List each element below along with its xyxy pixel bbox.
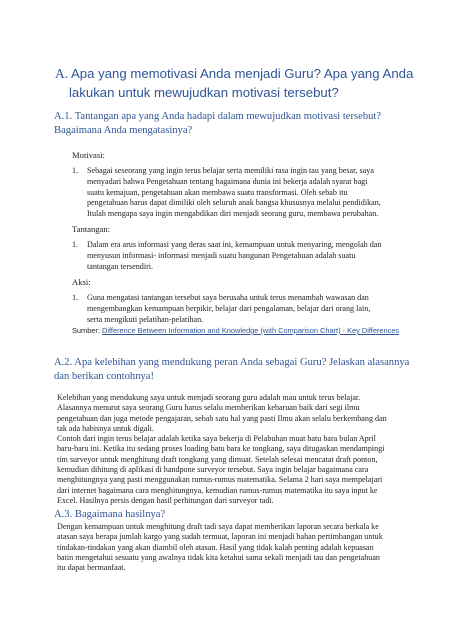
- motivasi-line: Sebagai seseorang yang ingin terus belajar serta memiliki rasa ingin tau yang besar, saya: [87, 166, 374, 175]
- section-a-title-line1: Apa yang memotivasi Anda menjadi Guru? Apa yang Anda: [70, 66, 414, 81]
- answer-a2-line: menghitungnya yang pasti menggunakan rumus-rumus matematika. Selama 2 hari saya mempelajari: [57, 475, 383, 485]
- answer-a2-line: kemudian dihitung di aplikasi di handpone surveyor tersebut. Saya ingin belajar bagaimana cara: [57, 465, 369, 475]
- tantangan-line: tantangan tersendiri.: [87, 261, 154, 271]
- motivasi-line: menyadari bahwa Pengetahuan tentang bagaimana dunia ini bekerja adalah syarat bagi: [87, 176, 368, 186]
- answer-a3-line: batin mengetahui sesuatu yang awalnya tidak kita ketahui sama sekali menjadi tau dan pengetahuan: [57, 552, 380, 562]
- tantangan-line: menyusun informasi- informasi menjadi suatu bangunan Pengetahuan adalah suatu: [87, 250, 356, 260]
- motivasi-item: [72, 166, 404, 220]
- question-a3-heading: A.3. Bagaimana hasilnya?: [54, 509, 166, 520]
- question-a1-heading: [54, 110, 381, 138]
- source-link[interactable]: Difference Between Information and Knowledge (with Comparison Chart) - Key Differences: [102, 326, 400, 335]
- tantangan-item-number: 1.: [72, 240, 79, 249]
- motivasi-line: suatu kemajuan, pengetahuan akan membawa suatu transformasi. Oleh sebab itu: [87, 187, 348, 197]
- motivasi-line: Itulah mengapa saya ingin mengabdikan diri menjadi seorang guru, membawa perubahan.: [87, 209, 379, 219]
- answer-a3-paragraph: [57, 522, 415, 573]
- section-a-heading: [55, 64, 425, 102]
- aksi-line: serta mengikuti pelatihan-pelatihan.: [87, 314, 204, 324]
- answer-a3-line: tindakan-tindakan yang akan diambil oleh atasan. Hasil yang tidak kalah penting adalah kepuasan: [57, 542, 374, 552]
- aksi-line: mengembangkan kemampuan berpikir, belajar dari pengalaman, belajar dari orang lain,: [87, 303, 371, 313]
- section-a-title-line2: lakukan untuk mewujudkan motivasi tersebut?: [69, 85, 339, 100]
- answer-a2-line: Contoh dari ingin terus belajar adalah ketika saya bekerja di Pelabuhan muat batu bara bulan April: [57, 434, 376, 444]
- tantangan-line: Dalam era arus informasi yang deras saat ini, kemampuan untuk menyaring, mengolah dan: [87, 240, 382, 249]
- answer-a2-line: Kelebihan yang mendukung saya untuk menjadi seorang guru adalah mau untuk terus belajar.: [57, 393, 361, 402]
- question-a2-heading: [54, 356, 409, 384]
- answer-a2-line: pengetahuan dan juga metode pengajaran, sebab satu hal yang pasti Ilmu akan selalu berkembang dan: [57, 413, 387, 423]
- answer-a2-paragraph: [57, 393, 415, 506]
- answer-a3-line: itu dapat bermanfaat.: [57, 563, 126, 573]
- answer-a2-line: tim surveyor untuk menghitung draft tongkang yang dimuat. Setelah selesai mencatat draft ponton,: [57, 454, 378, 464]
- question-a1-line1: A.1. Tantangan apa yang Anda hadapi dalam mewujudkan motivasi tersebut?: [54, 111, 382, 122]
- question-a2-line1: A.2. Apa kelebihan yang mendukung peran Anda sebagai Guru? Jelaskan alasannya: [54, 357, 410, 368]
- aksi-item: [72, 293, 404, 325]
- answer-a3-line: Dengan kemampuan untuk menghitung draft tadi saya dapat memberikan laporan secara berkala ke: [57, 522, 379, 531]
- motivasi-item-number: 1.: [72, 166, 79, 175]
- answer-a2-line: Excel. Hasilnya persis dengan hasil perhitungan dari surveyor tadi.: [57, 495, 274, 505]
- motivasi-label: Motivasi:: [72, 150, 105, 160]
- question-a1-line2: Bagaimana Anda mengatasinya?: [54, 124, 193, 136]
- source-prefix: Sumber:: [72, 326, 100, 335]
- source-citation: [72, 326, 402, 337]
- answer-a2-line: dari internet bagaimana cara menghitungnya, kemudian rumus-rumus matematika itu saya input ke: [57, 485, 378, 495]
- tantangan-label: Tantangan:: [72, 224, 111, 234]
- answer-a2-line: baru-baru ini. Ketika itu sedang proses loading batu bara ke tongkang, saya ditugaskan mendampingi: [57, 444, 385, 454]
- motivasi-line: pengetahuan harus dapat dimiliki oleh seluruh anak bangsa khususnya melalui pendidikan,: [87, 198, 381, 208]
- aksi-line: Guna mengatasi tantangan tersebut saya berusaha untuk terus menambah wawasan dan: [87, 293, 369, 302]
- answer-a3-line: atasan saya berapa jumlah kargo yang sudah termuat, laporan ini menjadi bahan pertimbangan untuk: [57, 532, 383, 542]
- section-a-number: A.: [55, 66, 69, 81]
- aksi-item-number: 1.: [72, 293, 79, 302]
- question-a2-line2: dan berikan contohnya!: [54, 370, 155, 382]
- answer-a2-line: tak ada habisnya untuk digali.: [57, 423, 154, 433]
- tantangan-item: [72, 240, 404, 272]
- answer-a2-line: Alasannya menurut saya seorang Guru harus selalu memberikan kebaruan baik dari segi ilmu: [57, 403, 360, 413]
- aksi-label: Aksi:: [72, 277, 91, 287]
